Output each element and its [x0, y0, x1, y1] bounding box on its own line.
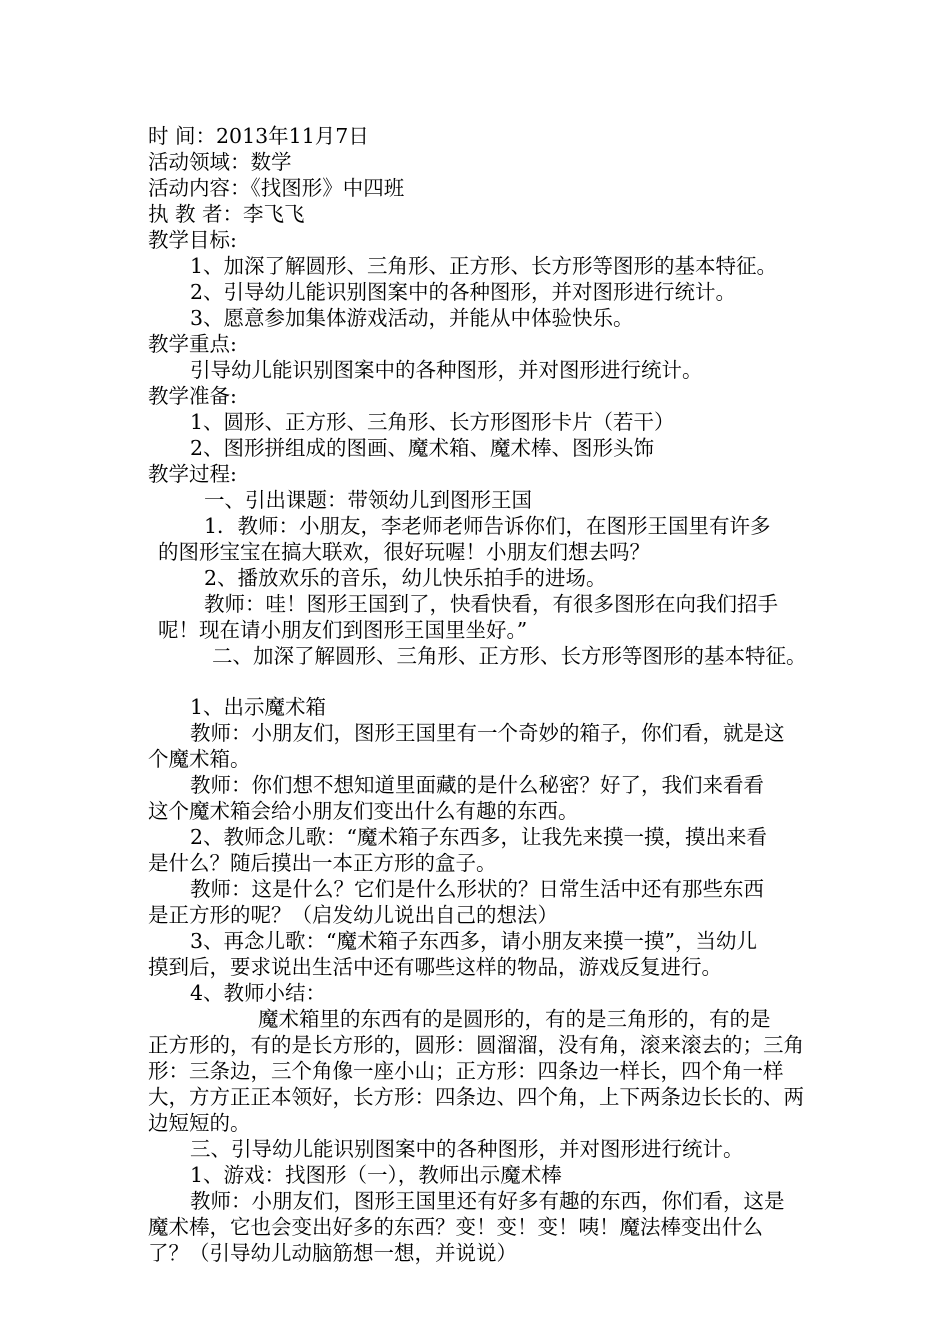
text-line-step-1c-cont: 呢！现在请小朋友们到图形王国里坐好。”: [158, 618, 528, 642]
text-line-prep-2: 2、图形拼组成的图画、魔术箱、魔术棒、图形头饰: [190, 436, 655, 460]
text-line-step-2a-teacher-2-cont: 这个魔术箱会给小朋友们变出什么有趣的东西。: [148, 799, 579, 823]
text-line-step-2c-cont: 摸到后，要求说出生活中还有哪些这样的物品，游戏反复进行。: [148, 955, 722, 979]
text-line-step-2b-teacher-cont: 是正方形的呢？（启发幼儿说出自己的想法）: [148, 903, 558, 927]
text-line-goal-3: 3、愿意参加集体游戏活动，并能从中体验快乐。: [190, 306, 634, 330]
text-line-teacher: 执 教 者：李飞飞: [148, 202, 305, 226]
text-line-prep-1: 1、圆形、正方形、三角形、长方形图形卡片（若干）: [190, 410, 675, 434]
text-line-content: 活动内容：《找图形》中四班: [148, 176, 405, 200]
text-line-step-2a: 1、出示魔术箱: [190, 695, 327, 719]
text-line-step-2b-cont: 是什么？随后摸出一本正方形的盒子。: [148, 851, 497, 875]
text-line-step-3a-teacher-cont-2: 了？（引导幼儿动脑筋想一想，并说说）: [148, 1241, 517, 1265]
text-line-step-2a-teacher: 教师：小朋友们，图形王国里有一个奇妙的箱子，你们看，就是这: [190, 721, 785, 745]
text-line-summary-5: 边短短的。: [148, 1111, 251, 1135]
text-line-goal-1: 1、加深了解圆形、三角形、正方形、长方形等图形的基本特征。: [190, 254, 778, 278]
text-line-step-2b-teacher: 教师：这是什么？它们是什么形状的？日常生活中还有那些东西: [190, 877, 764, 901]
text-line-step-1a: 1．教师：小朋友，李老师老师告诉你们，在图形王国里有许多: [204, 514, 771, 538]
text-line-step-2b: 2、教师念儿歌：“魔术箱子东西多，让我先来摸一摸，摸出来看: [190, 825, 768, 849]
text-line-domain: 活动领域：数学: [148, 150, 292, 174]
text-line-step-2a-teacher-2: 教师：你们想不想知道里面藏的是什么秘密？好了，我们来看看: [190, 773, 764, 797]
text-line-date: 时 间：2013年11月7日: [148, 124, 369, 148]
text-line-step-3a-teacher: 教师：小朋友们，图形王国里还有好多有趣的东西，你们看，这是: [190, 1189, 785, 1213]
text-line-step-2c: 3、再念儿歌：“魔术箱子东西多，请小朋友来摸一摸”，当幼儿: [190, 929, 758, 953]
text-line-goal-2: 2、引导幼儿能识别图案中的各种图形，并对图形进行统计。: [190, 280, 737, 304]
text-line-step-2: 二、加深了解圆形、三角形、正方形、长方形等图形的基本特征。: [212, 644, 807, 668]
text-line-step-1: 一、引出课题：带领幼儿到图形王国: [204, 488, 532, 512]
text-line-summary-3: 形：三条边，三个角像一座小山；正方形：四条边一样长，四个角一样: [148, 1059, 784, 1083]
text-line-step-3a: 1、游戏：找图形（一），教师出示魔术棒: [190, 1163, 562, 1187]
text-line-step-2a-teacher-cont: 个魔术箱。: [148, 747, 251, 771]
text-line-summary-1: 魔术箱里的东西有的是圆形的，有的是三角形的，有的是: [258, 1007, 771, 1031]
text-line-step-2d: 4、教师小结：: [190, 981, 327, 1005]
text-line-step-1b: 2、播放欢乐的音乐，幼儿快乐拍手的进场。: [204, 566, 607, 590]
text-line-summary-4: 大，方方正正本领好，长方形：四条边、四个角，上下两条边长长的、两: [148, 1085, 804, 1109]
heading-goals: 教学目标:: [148, 228, 237, 252]
text-line-focus: 引导幼儿能识别图案中的各种图形，并对图形进行统计。: [190, 358, 703, 382]
text-line-summary-2: 正方形的，有的是长方形的，圆形：圆溜溜，没有角，滚来滚去的；三角: [148, 1033, 804, 1057]
text-line-step-1c: 教师：哇！图形王国到了，快看快看，有很多图形在向我们招手: [204, 592, 778, 616]
text-line-step-3: 三、引导幼儿能识别图案中的各种图形，并对图形进行统计。: [190, 1137, 744, 1161]
text-line-step-1a-cont: 的图形宝宝在搞大联欢，很好玩喔！小朋友们想去吗？: [158, 540, 650, 564]
text-line-step-3a-teacher-cont: 魔术棒，它也会变出好多的东西？变！变！变！咦！魔法棒变出什么: [148, 1215, 763, 1239]
heading-process: 教学过程:: [148, 462, 237, 486]
heading-focus: 教学重点:: [148, 332, 237, 356]
heading-preparation: 教学准备:: [148, 384, 237, 408]
